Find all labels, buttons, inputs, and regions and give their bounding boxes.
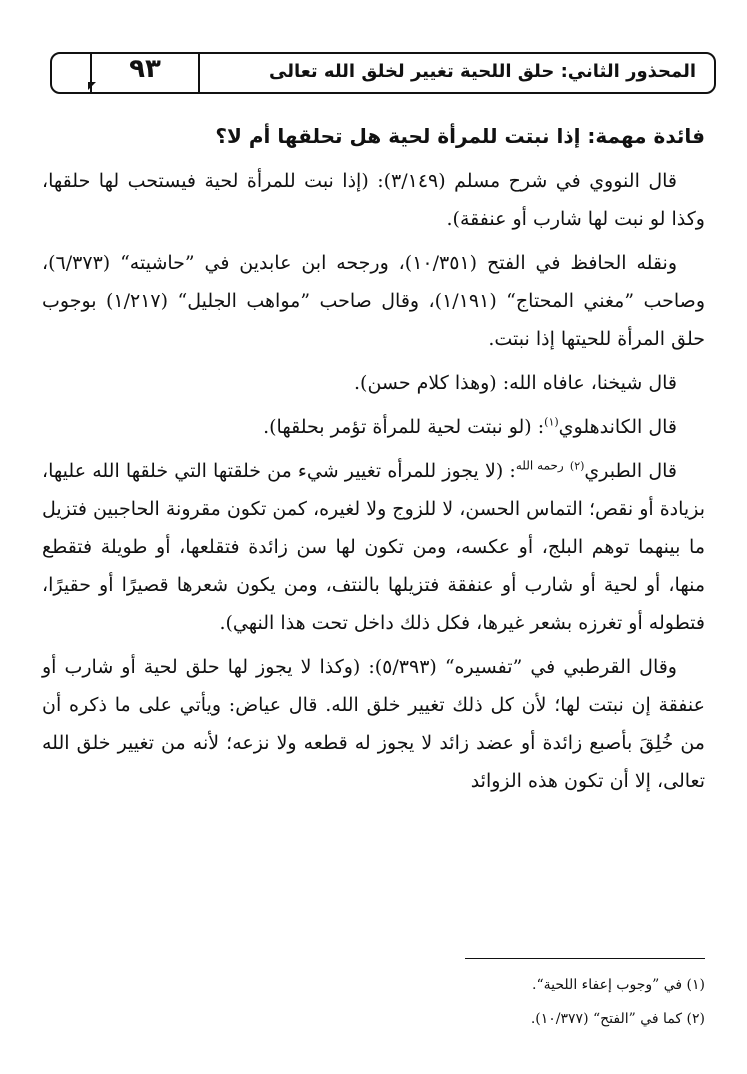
running-header (50, 52, 716, 94)
footnote-divider (465, 958, 705, 959)
paragraph-kandahlawi (42, 408, 705, 446)
chapter-title: المحذور الثاني: حلق اللحية تغيير لخلق الله تعالى (269, 61, 696, 82)
paragraph-nawawi: قال النووي في شرح مسلم (٣/١٤٩): (إذا نبت للمرأة لحية فيستحب لها حلقها، وكذا لو نبت لها شارب أو عنفقة). (42, 170, 705, 230)
page-number-box (90, 52, 200, 94)
paragraph-tabari (42, 452, 705, 642)
paragraph-hafiz: ونقله الحافظ في الفتح (١٠/٣٥١)، ورجحه ابن عابدين في ”حاشيته“ (٦/٣٧٣)، وصاحب ”مغني المحتاج“ (١/١٩١)، وقال صاحب ”مواهب الجليل“ (١/٢١٧) بوجوب حلق المرأة للحيتها إذا نبتت. (42, 252, 705, 350)
kandahlawi-lead: قال الكاندهلوي (558, 416, 677, 438)
kandahlawi-quote: : (لو نبتت لحية للمرأة تؤمر بحلقها). (263, 416, 545, 438)
paragraph-shaykh: قال شيخنا، عافاه الله: (وهذا كلام حسن). (354, 372, 677, 394)
tabari-lead: قال الطبري (584, 460, 677, 482)
footnote-ref-1[interactable]: (١) (544, 415, 559, 429)
footnotes (42, 968, 705, 1036)
footnote-ref-2[interactable]: (٢) (569, 459, 585, 473)
page-curl-icon (88, 82, 96, 90)
paragraph-qurtubi: وقال القرطبي في ”تفسيره“ (٥/٣٩٣): (وكذا لا يجوز لها حلق لحية أو شارب أو عنفقة إن نبتت لها؛ لأن كل ذلك تغيير خلق الله. قال عياض: ويأتي على ما ذكره أن من خُلِقَ بأصبع زائدة أو عضد زائد لا يجوز له قطعه ولا نزعه؛ لأنه من تغيير خلق الله تعالى، إلا أن تكون هذه الزوائد (42, 656, 705, 792)
footnote-1: (١) في ”وجوب إعفاء اللحية“. (532, 977, 705, 993)
footnote-2: (٢) كما في ”الفتح“ (١٠/٣٧٧). (530, 1011, 705, 1027)
tabari-quote: : (لا يجوز للمرأه تغيير شيء من خلقتها التي خلقها الله عليها، بزيادة أو نقص؛ التماس الحسن، لا للزوج ولا لغيره، كمن تكون مقرونة الحاجبين فتزيل ما بينهما توهم البلج، أو عكسه، ومن تكون لها سن زائدة فتقلعها، أو طويلة فتقطع منها، أو لحية أو شارب أو عنفقة فتزيلها بالنتف، ومن يكون شعرها قصيرًا أو حقيرًا، فتطوله أو تغرزه بشعر غيرها، فكل ذلك داخل تحت هذا النهي). (42, 460, 705, 634)
main-text (42, 118, 705, 806)
page-number: ٩٣ (129, 54, 161, 84)
honorific-icon: رحمه الله (515, 458, 564, 473)
section-heading: فائدة مهمة: إذا نبتت للمرأة لحية هل تحلقها أم لا؟ (215, 124, 705, 148)
